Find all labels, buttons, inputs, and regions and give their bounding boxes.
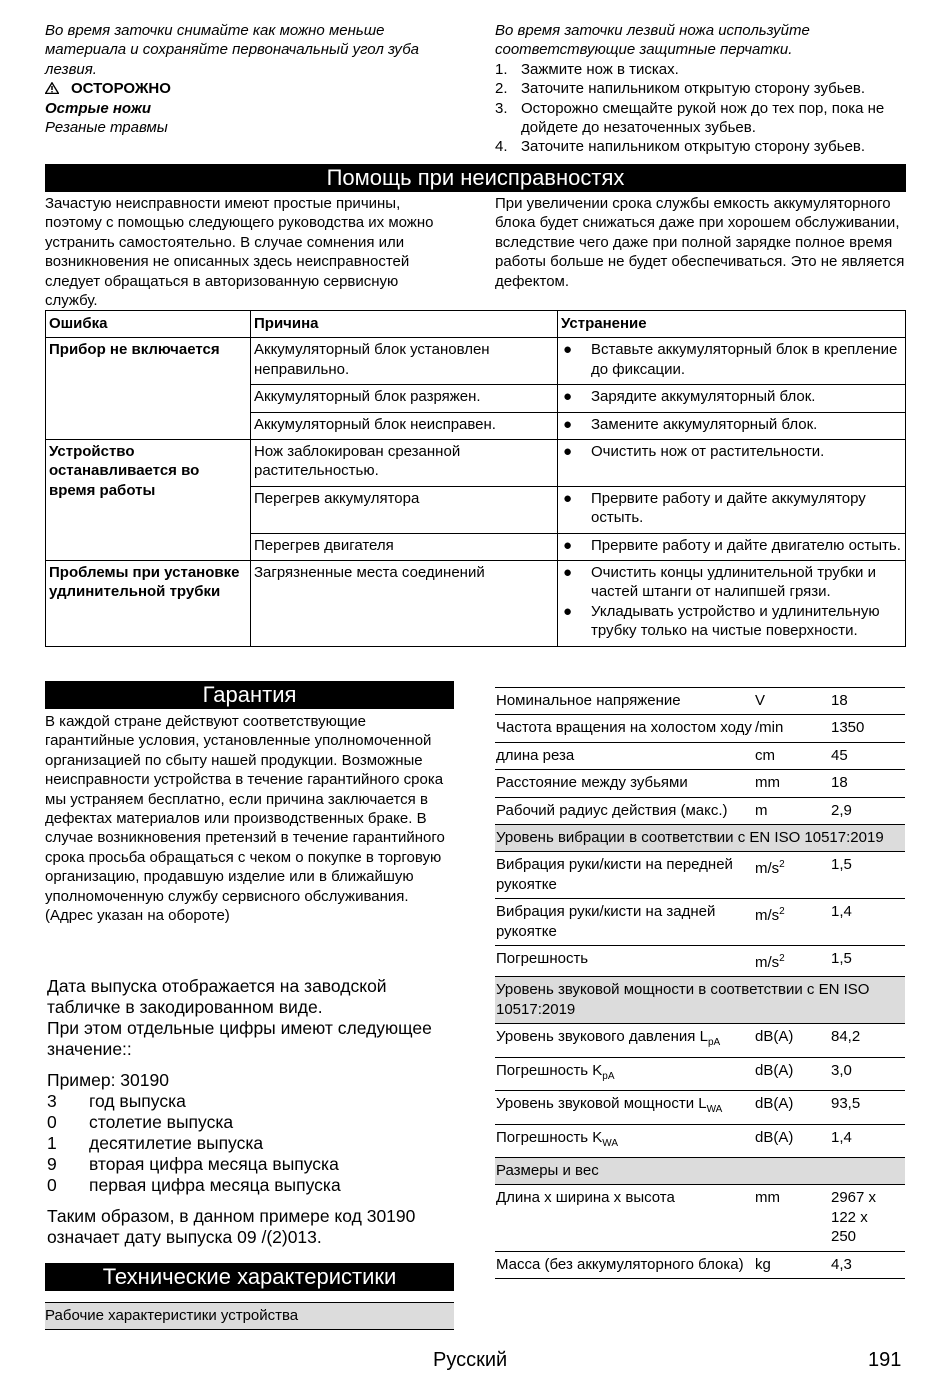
table-section-header: Размеры и вес: [495, 1157, 905, 1184]
table-row: Масса (без аккумуляторного блока) kg 4,3: [495, 1251, 905, 1278]
tech-specs-subheader: Рабочие характеристики устройства: [45, 1302, 454, 1330]
caution-heading: [45, 79, 445, 98]
table-row: Перегрев двигателя ● Прервите работу и дайте двигателю остыть.: [46, 533, 906, 560]
table-row: Устройство останавливается во время работы Нож заблокирован срезанной растительностью. ● Очистить нож от растительности.: [46, 440, 906, 487]
bullet-icon: ●: [563, 489, 573, 507]
warranty-address: (Адрес указан на обороте): [45, 907, 230, 925]
bullet-icon: ●: [563, 564, 573, 582]
table-row: Уровень звукового давления $L_{pA}$ dB(A) 84,2: [495, 1024, 905, 1057]
list-item: 1. Зажмите нож в тисках.: [495, 60, 679, 78]
page-number: 191: [868, 1349, 902, 1371]
list-item: 0 столетие выпуска: [47, 1112, 234, 1132]
specs-table: [495, 687, 905, 1279]
table-row: Длина x ширина x высота mm 2967 x 122 x 250: [495, 1185, 905, 1251]
list-item: 9 вторая цифра месяца выпуска: [47, 1154, 339, 1174]
bullet-icon: ●: [563, 536, 573, 554]
list-item: 3. Осторожно смещайте рукой нож до тех пор, пока не дойдете до незаточенных зубьев.: [495, 99, 885, 137]
production-date-block: [47, 976, 455, 1248]
table-section-header: Уровень звуковой мощности в соответствии с EN ISO 10517:2019: [495, 977, 905, 1024]
caution-label: ОСТОРОЖНО: [71, 80, 171, 98]
date-conclusion: Таким образом, в данном примере код 30190 означает дату выпуска 09 /(2)013.: [47, 1206, 416, 1247]
bullet-icon: ●: [563, 341, 573, 359]
table-row: Перегрев аккумулятора ● Прервите работу и дайте аккумулятору остыть.: [46, 486, 906, 533]
sharpening-intro: Во время заточки снимайте как можно меньше материала и сохраняйте первоначальный угол зуба лезвия.: [45, 22, 420, 78]
table-row: Расстояние между зубьями mm 18: [495, 770, 905, 797]
warranty-text: В каждой стране действуют соответствующие гарантийные условия, установленные уполномоченной организацией по сбыту нашей продукции. Возможные неисправности устройства в течение гарантийного срока мы устраняем бесплатно, если причина заключается в дефектах материалов или производственных браке. В случае возникновения претензий в течение гарантийного срока просьба обращаться с чеком о покупке в торговую организацию, продавшую изделие или в ближайшую уполномоченную службу сервисного обслуживания.: [45, 713, 445, 905]
table-row: Аккумуляторный блок разряжен. ● Зарядите аккумуляторный блок.: [46, 385, 906, 412]
bullet-icon: ●: [563, 388, 573, 406]
warranty-text-block: [45, 712, 457, 925]
table-row: Погрешность $K_{WA}$ dB(A) 1,4: [495, 1124, 905, 1157]
table-row: Номинальное напряжение V 18: [495, 688, 905, 715]
sharpening-steps: [495, 60, 910, 157]
troubleshooting-left-text: Зачастую неисправности имеют простые причины, поэтому с помощью следующего руководства их можно устранить самостоятельно. В случае сомнения или возникновения не описанных здесь неисправностей следует обращаться в авторизованную сервисную службу.: [45, 195, 434, 310]
bullet-icon: ●: [563, 443, 573, 461]
table-row: Аккумуляторный блок неисправен. ● Замените аккумуляторный блок.: [46, 412, 906, 439]
date-description: Дата выпуска отображается на заводской табличке в закодированном виде.: [47, 976, 387, 1017]
table-row: Погрешность $m/s^2$ 1,5: [495, 946, 905, 977]
sharpening-right-column: [495, 21, 910, 157]
list-item: 4. Заточите напильником открытую сторону зубьев.: [495, 138, 866, 156]
footer-language: Русский: [433, 1349, 508, 1371]
warranty-title: Гарантия: [45, 681, 454, 709]
table-row: Прибор не включается Аккумуляторный блок установлен неправильно. ● Вставьте аккумуляторный блок в крепление до фиксации.: [46, 338, 906, 385]
table-row: Вибрация руки/кисти на передней рукоятке $m/s^2$ 1,5: [495, 852, 905, 899]
table-row: Проблемы при установке удлинительной трубки Загрязненные места соединений ● Очистить концы удлинительной трубки и частей штанги от налипшей грязи. ● Укладывать устройство и удлинительную трубку только на чистые поверхности.: [46, 561, 906, 647]
list-item: 1 десятилетие выпуска: [47, 1133, 264, 1153]
header-error: Ошибка: [46, 311, 251, 338]
caution-text: Резаные травмы: [45, 119, 168, 137]
caution-title: Острые ножи: [45, 99, 152, 117]
table-section-header: Уровень вибрации в соответствии с EN ISO 10517:2019: [495, 825, 905, 852]
table-row: Погрешность $K_{pA}$ dB(A) 3,0: [495, 1057, 905, 1090]
bullet-icon: ●: [563, 415, 573, 433]
list-item: 2. Заточите напильником открытую сторону зубьев.: [495, 80, 866, 98]
table-row: Уровень звуковой мощности $L_{WA}$ dB(A) 93,5: [495, 1091, 905, 1124]
gloves-note: Во время заточки лезвий ножа используйте соответствующие защитные перчатки.: [495, 22, 810, 59]
tech-specs-title: Технические характеристики: [45, 1263, 454, 1291]
sharpening-left-column: [45, 21, 445, 137]
code-list: [47, 1091, 455, 1196]
table-header-row: [46, 311, 906, 338]
bullet-icon: ●: [563, 602, 573, 620]
troubleshooting-table: [45, 310, 906, 647]
list-item: 0 первая цифра месяца выпуска: [47, 1175, 341, 1195]
table-row: длина реза cm 45: [495, 742, 905, 769]
warning-triangle-icon: [45, 80, 59, 92]
list-item: 3 год выпуска: [47, 1091, 186, 1111]
date-example: Пример: 30190: [47, 1070, 169, 1090]
troubleshooting-title: Помощь при неисправностях: [45, 164, 906, 192]
table-row: Частота вращения на холостом ходу /min 1350: [495, 715, 905, 742]
header-remedy: Устранение: [558, 311, 906, 338]
table-row: Рабочий радиус действия (макс.) m 2,9: [495, 797, 905, 824]
date-meaning: При этом отдельные цифры имеют следующее значение::: [47, 1018, 432, 1059]
table-row: Вибрация руки/кисти на задней рукоятке $m/s^2$ 1,4: [495, 899, 905, 946]
header-cause: Причина: [251, 311, 558, 338]
troubleshooting-right-text: При увеличении срока службы емкость аккумуляторного блока будет снижаться даже при хорошем обслуживании, вследствие чего даже при полной зарядке полное время работы больше не будет обеспечиваться. Это не является дефектом.: [495, 195, 905, 290]
